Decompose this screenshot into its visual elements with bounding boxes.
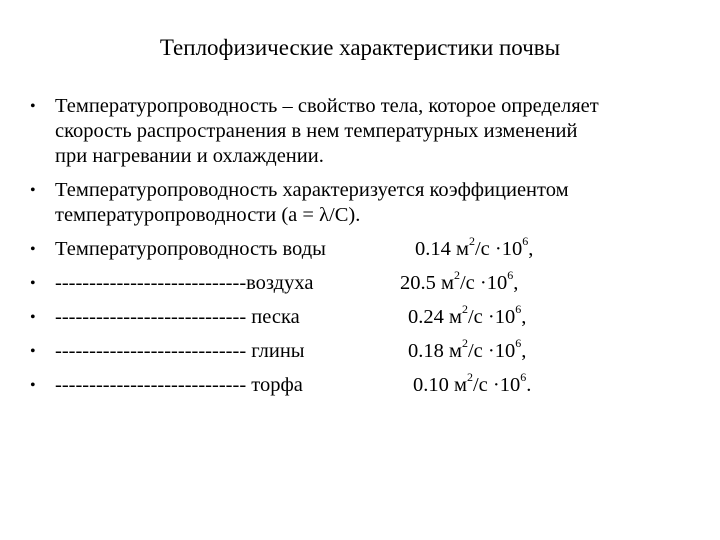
bullet-icon: • (30, 343, 36, 360)
bullet-item-clay (30, 336, 710, 364)
bullet-list (30, 94, 710, 407)
bullet-icon: • (30, 275, 36, 292)
coefficient-line-1: Температуропроводность характеризуется коэффициентом (55, 179, 569, 201)
value-number: 0.10 (413, 374, 449, 396)
coefficient-line-2 (55, 203, 710, 228)
value-label-air: ----------------------------воздуха (55, 272, 314, 294)
value-number: 0.24 (408, 306, 444, 328)
bullet-item-air (30, 268, 710, 296)
value-peat: 0.10 $м^2/с \cdot 10^6$. (413, 370, 532, 396)
definition-line-2: скорость распространения в нем температурных изменений (55, 120, 578, 142)
value-number: 20.5 (400, 272, 436, 294)
coefficient-suffix: /С). (329, 204, 361, 226)
slide-title: Теплофизические характеристики почвы (159, 35, 561, 60)
definition-line-1: Температуропроводность – свойство тела, которое определяет (55, 95, 599, 117)
coefficient-prefix: температуропроводности (а = (55, 204, 320, 226)
bullet-icon: • (30, 377, 36, 394)
bullet-item-peat (30, 370, 710, 398)
bullet-icon: • (30, 241, 36, 258)
value-number: 0.18 (408, 340, 444, 362)
value-label-peat: ---------------------------- торфа (55, 374, 303, 396)
value-sand: 0.24 $м^2/с \cdot 10^6$, (408, 302, 527, 328)
value-number: 0.14 (415, 238, 451, 260)
lambda-symbol: λ (319, 204, 330, 226)
value-water: 0.14 $м^2/с \cdot 10^6$, (415, 234, 534, 260)
bullet-item-water (30, 234, 710, 262)
bullet-item-coefficient (30, 178, 710, 228)
bullet-item-sand (30, 302, 710, 330)
value-label-sand: ---------------------------- песка (55, 306, 300, 328)
value-label-water: Температуропроводность воды (55, 238, 326, 260)
value-clay: 0.18 $м^2/с \cdot 10^6$, (408, 336, 527, 362)
definition-line-3: при нагревании и охлаждении. (55, 145, 324, 167)
value-label-clay: ---------------------------- глины (55, 340, 305, 362)
bullet-item-definition (30, 94, 710, 169)
bullet-icon: • (30, 309, 36, 326)
bullet-icon: • (30, 182, 36, 199)
value-air: 20.5 $м^2/с \cdot 10^6$, (400, 268, 519, 294)
bullet-icon: • (30, 98, 36, 115)
